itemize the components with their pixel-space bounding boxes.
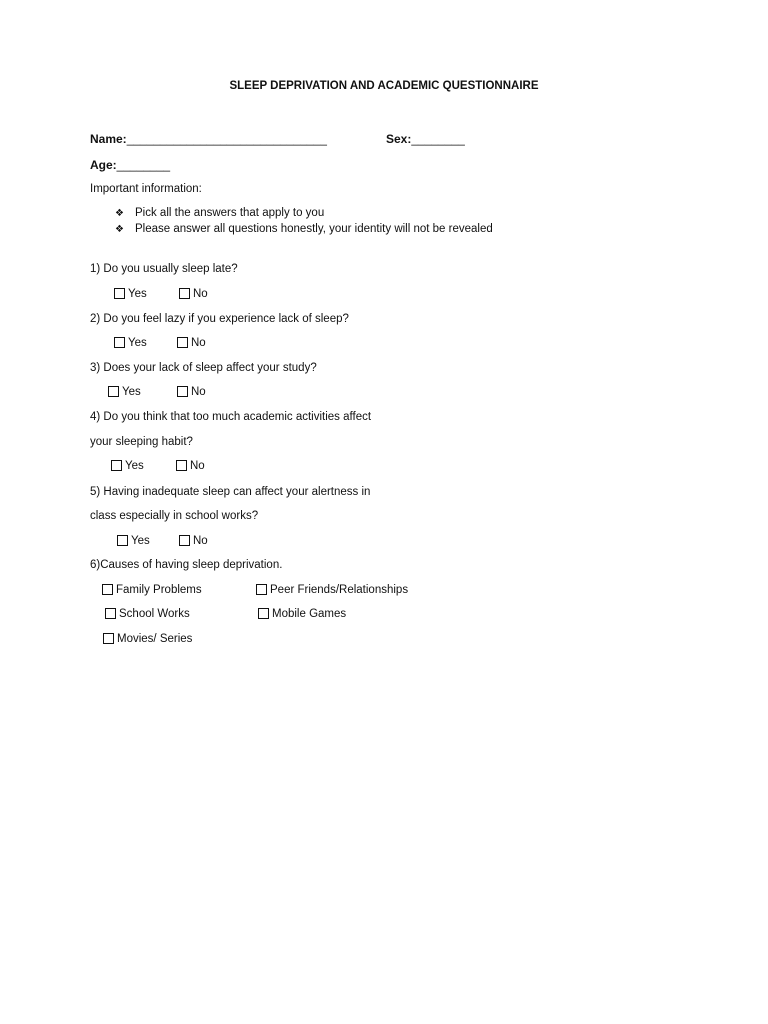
checkbox[interactable] bbox=[114, 288, 125, 299]
q4-no-option[interactable] bbox=[176, 460, 205, 472]
option-label: No bbox=[191, 386, 206, 398]
question-5-text-line-1: 5) Having inadequate sleep can affect your alertness in bbox=[90, 486, 371, 498]
diamond-bullet-icon: ❖ bbox=[115, 208, 124, 219]
option-label: Yes bbox=[128, 337, 147, 349]
option-label: No bbox=[193, 535, 208, 547]
checkbox[interactable] bbox=[111, 460, 122, 471]
cause-option-mobile-games[interactable] bbox=[258, 608, 346, 620]
question-4-text-line-2: your sleeping habit? bbox=[90, 436, 193, 448]
question-1-text: 1) Do you usually sleep late? bbox=[90, 263, 238, 275]
checkbox[interactable] bbox=[117, 535, 128, 546]
option-label: Peer Friends/Relationships bbox=[270, 584, 409, 596]
diamond-bullet-icon: ❖ bbox=[115, 224, 124, 235]
age-label: Age: bbox=[90, 158, 117, 172]
q4-yes-option[interactable] bbox=[111, 460, 144, 472]
checkbox[interactable] bbox=[103, 633, 114, 644]
info-bullet bbox=[115, 223, 493, 235]
question-3-text: 3) Does your lack of sleep affect your study? bbox=[90, 362, 317, 374]
page-title: SLEEP DEPRIVATION AND ACADEMIC QUESTIONNAIRE bbox=[229, 80, 539, 92]
q1-no-option[interactable] bbox=[179, 288, 208, 300]
q3-no-option[interactable] bbox=[177, 386, 206, 398]
option-label: Mobile Games bbox=[272, 608, 347, 620]
info-heading: Important information: bbox=[90, 183, 202, 195]
q5-yes-option[interactable] bbox=[117, 535, 150, 547]
q2-no-option[interactable] bbox=[177, 337, 206, 349]
q3-yes-option[interactable] bbox=[108, 386, 141, 398]
option-label: No bbox=[191, 337, 206, 349]
option-label: Family Problems bbox=[116, 584, 202, 596]
checkbox[interactable] bbox=[108, 386, 119, 397]
cause-option-movies-series[interactable] bbox=[103, 633, 192, 645]
cause-option-school-works[interactable] bbox=[105, 608, 190, 620]
option-label: Yes bbox=[125, 460, 144, 472]
option-label: No bbox=[193, 288, 208, 300]
name-label: Name: bbox=[90, 132, 127, 146]
checkbox[interactable] bbox=[179, 288, 190, 299]
question-6-text: 6)Causes of having sleep deprivation. bbox=[90, 559, 283, 571]
question-2-text: 2) Do you feel lazy if you experience lack of sleep? bbox=[90, 313, 349, 325]
sex-blank[interactable]: ________ bbox=[411, 132, 465, 146]
q5-no-option[interactable] bbox=[179, 535, 208, 547]
name-field[interactable] bbox=[90, 132, 327, 146]
option-label: Movies/ Series bbox=[117, 633, 193, 645]
checkbox[interactable] bbox=[102, 584, 113, 595]
checkbox[interactable] bbox=[176, 460, 187, 471]
checkbox[interactable] bbox=[179, 535, 190, 546]
checkbox[interactable] bbox=[177, 386, 188, 397]
question-4-text-line-1: 4) Do you think that too much academic activities affect bbox=[90, 411, 372, 423]
checkbox[interactable] bbox=[177, 337, 188, 348]
checkbox[interactable] bbox=[256, 584, 267, 595]
cause-option-peer-friends[interactable] bbox=[256, 584, 408, 596]
info-bullet-text: Pick all the answers that apply to you bbox=[135, 207, 325, 219]
checkbox[interactable] bbox=[114, 337, 125, 348]
option-label: Yes bbox=[131, 535, 150, 547]
age-field[interactable] bbox=[90, 158, 170, 172]
sex-label: Sex: bbox=[386, 132, 412, 146]
option-label: No bbox=[190, 460, 205, 472]
checkbox[interactable] bbox=[258, 608, 269, 619]
info-bullet-text: Please answer all questions honestly, your identity will not be revealed bbox=[135, 223, 493, 235]
q2-yes-option[interactable] bbox=[114, 337, 147, 349]
info-bullet bbox=[115, 207, 324, 219]
option-label: School Works bbox=[119, 608, 190, 620]
option-label: Yes bbox=[128, 288, 147, 300]
q1-yes-option[interactable] bbox=[114, 288, 147, 300]
checkbox[interactable] bbox=[105, 608, 116, 619]
option-label: Yes bbox=[122, 386, 141, 398]
question-5-text-line-2: class especially in school works? bbox=[90, 510, 259, 522]
age-blank[interactable]: ________ bbox=[116, 158, 171, 172]
name-blank[interactable]: ______________________________ bbox=[126, 132, 327, 146]
cause-option-family-problems[interactable] bbox=[102, 584, 202, 596]
sex-field[interactable] bbox=[386, 132, 465, 146]
